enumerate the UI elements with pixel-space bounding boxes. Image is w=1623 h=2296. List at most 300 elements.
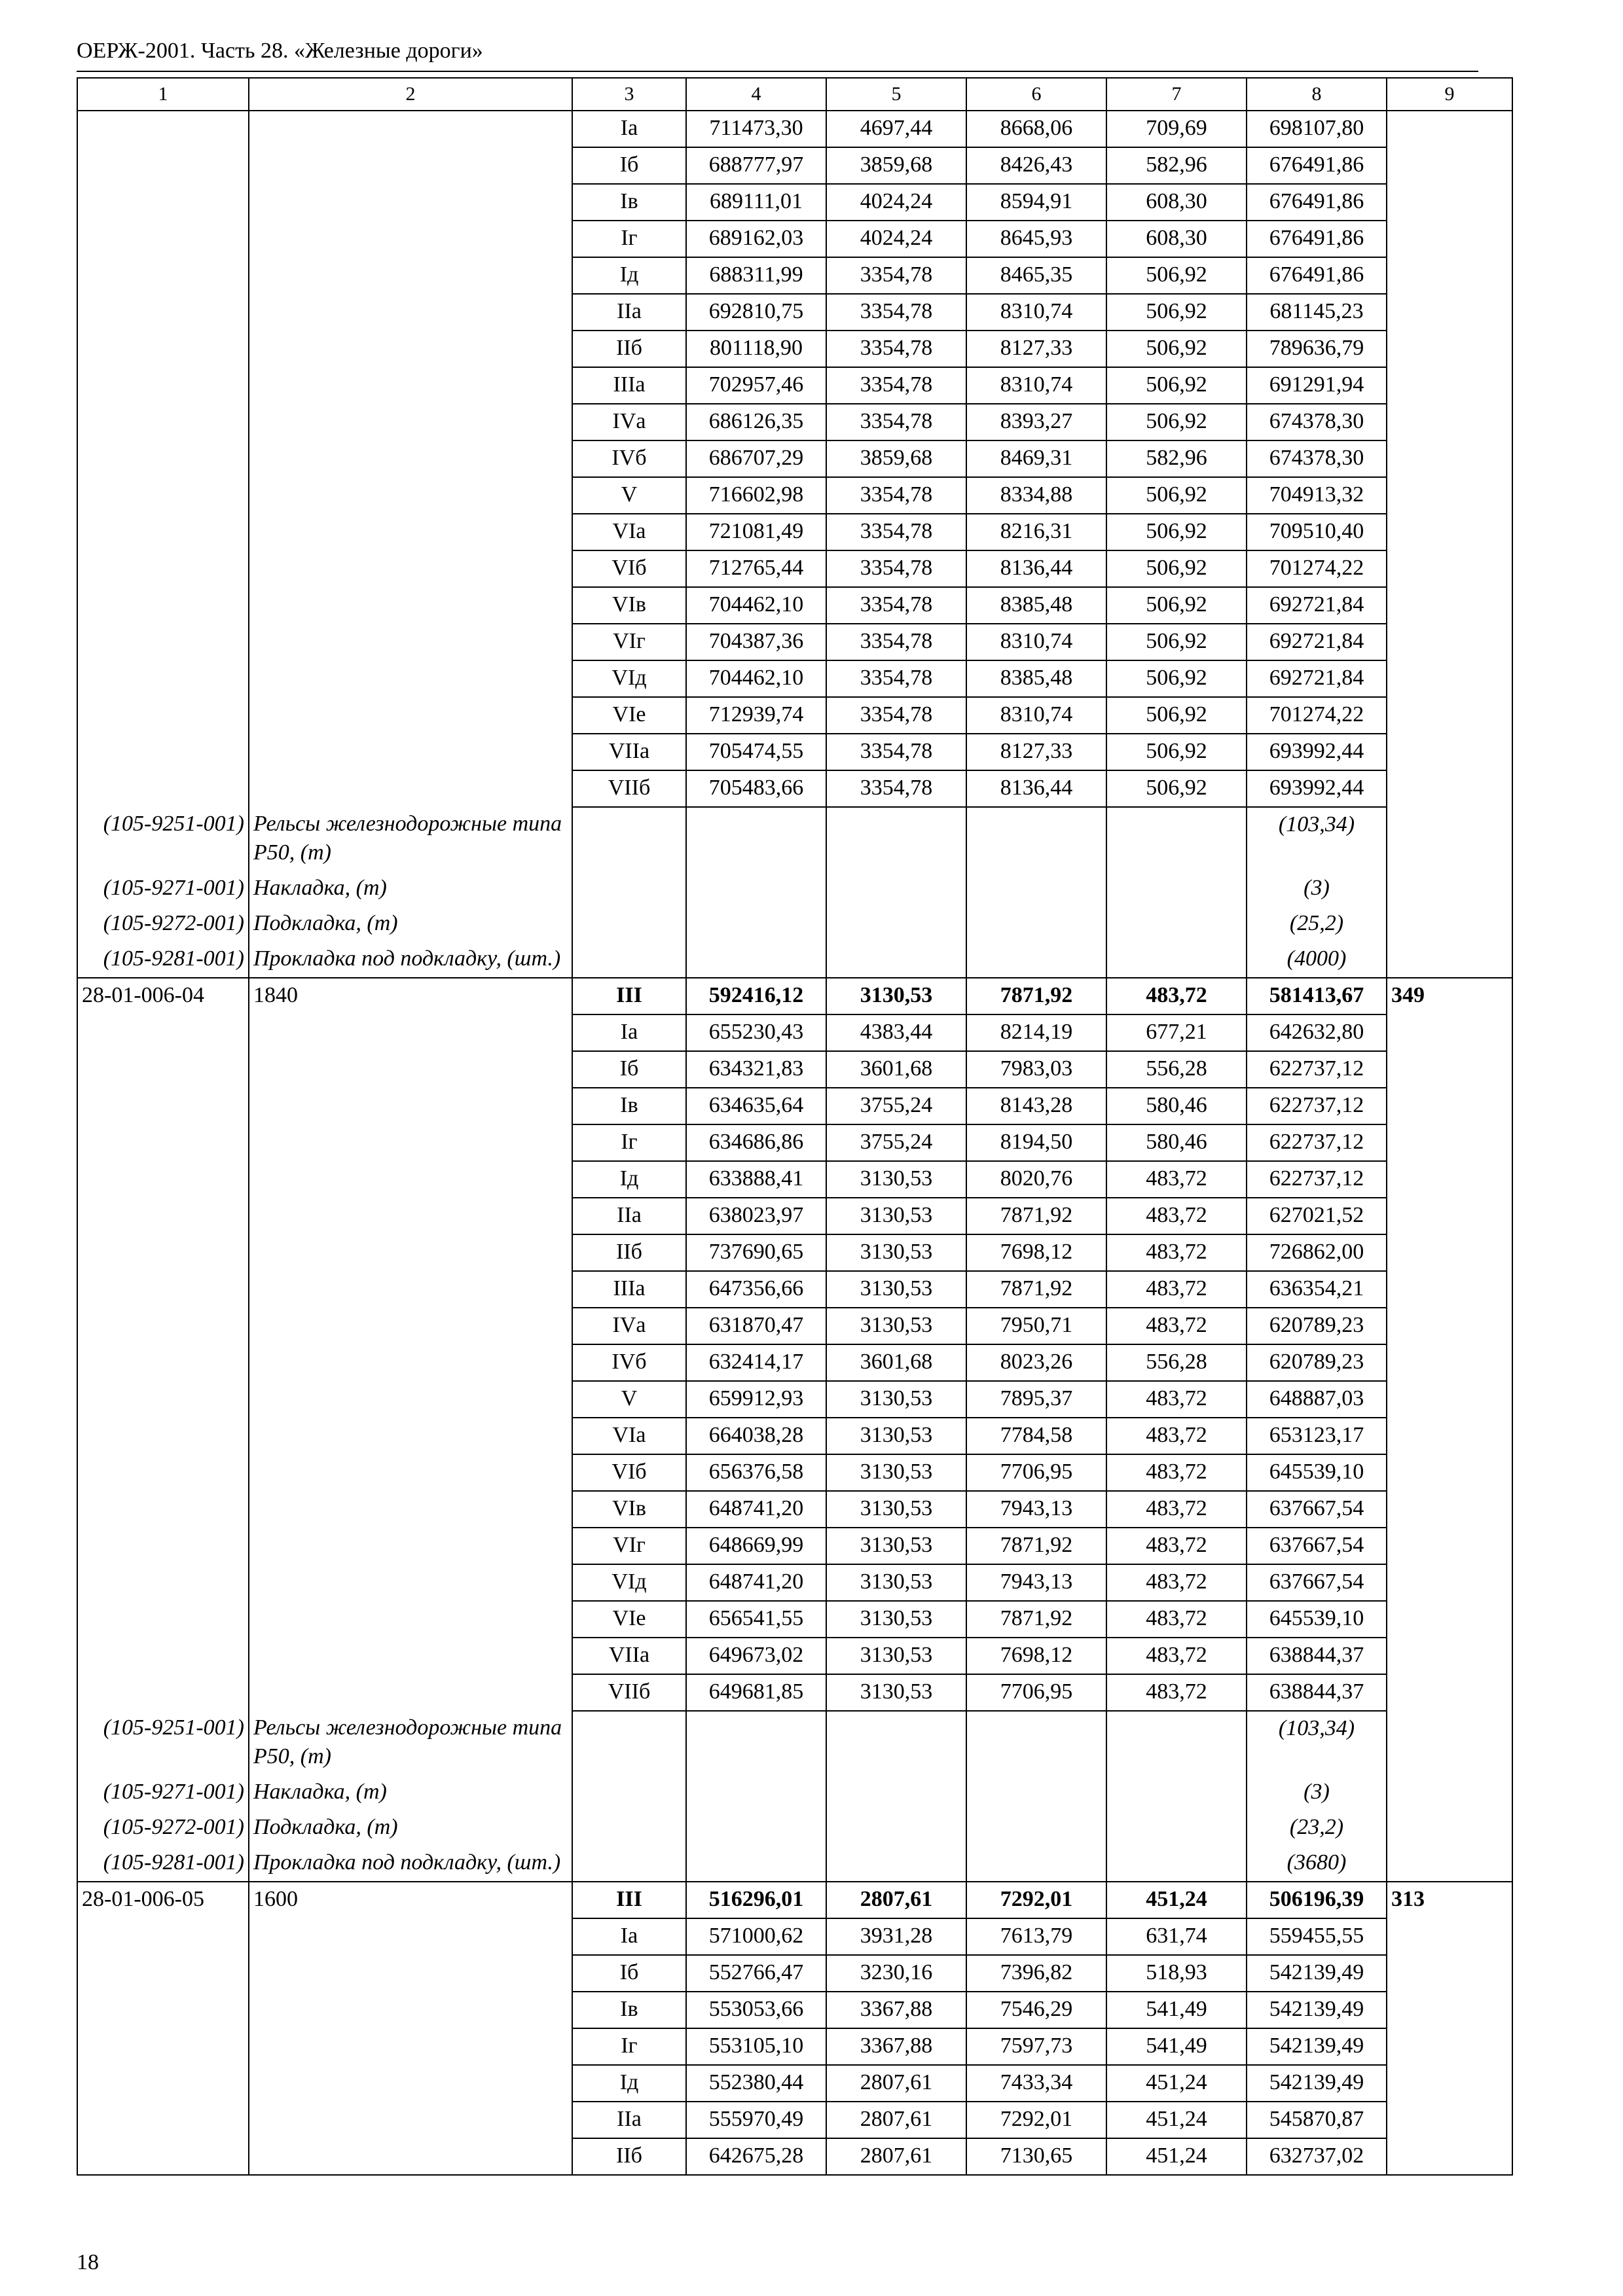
- value-cell: 677,21: [1106, 1014, 1247, 1051]
- empty-cell: [686, 1846, 826, 1882]
- empty-cell: [77, 1674, 249, 1711]
- value-cell: 692810,75: [686, 294, 826, 331]
- rate-name-cell: 1840: [249, 978, 572, 1014]
- value-cell: 3130,53: [826, 1601, 966, 1638]
- value-cell: 7871,92: [966, 1601, 1106, 1638]
- empty-cell: [249, 660, 572, 697]
- empty-cell: [77, 624, 249, 660]
- empty-cell: [572, 1846, 686, 1882]
- value-cell: 645539,10: [1247, 1601, 1387, 1638]
- value-cell: 645539,10: [1247, 1454, 1387, 1491]
- empty-cell: [249, 1601, 572, 1638]
- table-row: [77, 440, 1512, 477]
- value-cell: 8426,43: [966, 147, 1106, 184]
- empty-cell: [77, 514, 249, 550]
- value-cell: 506,92: [1106, 770, 1247, 807]
- zone-cell: Iб: [572, 1051, 686, 1088]
- table-row: [77, 770, 1512, 807]
- material-code: (105-9271-001): [77, 1775, 249, 1810]
- table-row: [77, 2138, 1512, 2175]
- material-row: [77, 1810, 1512, 1846]
- empty-cell: [1106, 807, 1247, 871]
- value-cell: 592416,12: [686, 978, 826, 1014]
- empty-cell: [249, 111, 572, 147]
- value-cell: 483,72: [1106, 1271, 1247, 1308]
- empty-cell: [1387, 1088, 1512, 1124]
- table-row-main: [77, 978, 1512, 1014]
- zone-cell: IIа: [572, 294, 686, 331]
- value-cell: 2807,61: [826, 2138, 966, 2175]
- value-cell: 483,72: [1106, 1454, 1247, 1491]
- value-cell: 3354,78: [826, 331, 966, 367]
- empty-cell: [1387, 1124, 1512, 1161]
- value-cell: 712765,44: [686, 550, 826, 587]
- empty-cell: [1387, 1454, 1512, 1491]
- empty-cell: [966, 1846, 1106, 1882]
- value-cell: 3367,88: [826, 1992, 966, 2028]
- value-cell: 637667,54: [1247, 1491, 1387, 1528]
- value-cell: 506,92: [1106, 587, 1247, 624]
- value-cell: 7983,03: [966, 1051, 1106, 1088]
- empty-cell: [77, 734, 249, 770]
- empty-cell: [1387, 1491, 1512, 1528]
- empty-cell: [77, 1454, 249, 1491]
- zone-cell: IIб: [572, 1234, 686, 1271]
- value-cell: 8023,26: [966, 1344, 1106, 1381]
- material-code: (105-9281-001): [77, 942, 249, 978]
- empty-cell: [249, 1124, 572, 1161]
- value-cell: 3354,78: [826, 550, 966, 587]
- empty-cell: [249, 294, 572, 331]
- value-cell: 642632,80: [1247, 1014, 1387, 1051]
- value-cell: 721081,49: [686, 514, 826, 550]
- value-cell: 649681,85: [686, 1674, 826, 1711]
- extra-cell: 349: [1387, 978, 1512, 1014]
- value-cell: 483,72: [1106, 1161, 1247, 1198]
- zone-cell: Iб: [572, 1955, 686, 1992]
- zone-cell: Iв: [572, 184, 686, 221]
- empty-cell: [686, 1810, 826, 1846]
- value-cell: 483,72: [1106, 1564, 1247, 1601]
- value-cell: 636354,21: [1247, 1271, 1387, 1308]
- value-cell: 2807,61: [826, 2065, 966, 2102]
- empty-cell: [826, 1711, 966, 1775]
- empty-cell: [1387, 770, 1512, 807]
- zone-cell: Iг: [572, 1124, 686, 1161]
- value-cell: 648741,20: [686, 1491, 826, 1528]
- empty-cell: [1387, 2102, 1512, 2138]
- empty-cell: [1387, 2028, 1512, 2065]
- empty-cell: [1387, 624, 1512, 660]
- value-cell: 704913,32: [1247, 477, 1387, 514]
- zone-cell: IIб: [572, 331, 686, 367]
- empty-cell: [826, 906, 966, 942]
- empty-cell: [1387, 807, 1512, 871]
- value-cell: 8136,44: [966, 550, 1106, 587]
- value-cell: 8127,33: [966, 331, 1106, 367]
- value-cell: 3755,24: [826, 1088, 966, 1124]
- empty-cell: [249, 1564, 572, 1601]
- table-row: [77, 1271, 1512, 1308]
- value-cell: 659912,93: [686, 1381, 826, 1418]
- value-cell: 647356,66: [686, 1271, 826, 1308]
- table-row: [77, 1124, 1512, 1161]
- empty-cell: [249, 147, 572, 184]
- value-cell: 632737,02: [1247, 2138, 1387, 2175]
- empty-cell: [249, 1088, 572, 1124]
- value-cell: 8645,93: [966, 221, 1106, 257]
- empty-cell: [1387, 1638, 1512, 1674]
- value-cell: 506,92: [1106, 367, 1247, 404]
- zone-cell: Iд: [572, 2065, 686, 2102]
- value-cell: 555970,49: [686, 2102, 826, 2138]
- value-cell: 8393,27: [966, 404, 1106, 440]
- value-cell: 3130,53: [826, 1454, 966, 1491]
- value-cell: 653123,17: [1247, 1418, 1387, 1454]
- value-cell: 451,24: [1106, 2065, 1247, 2102]
- empty-cell: [249, 1638, 572, 1674]
- empty-cell: [249, 550, 572, 587]
- material-name: Накладка, (т): [249, 1775, 572, 1810]
- empty-cell: [77, 1381, 249, 1418]
- value-cell: 8143,28: [966, 1088, 1106, 1124]
- empty-cell: [1387, 1564, 1512, 1601]
- empty-cell: [1387, 660, 1512, 697]
- zone-cell: VIIа: [572, 1638, 686, 1674]
- empty-cell: [1387, 1955, 1512, 1992]
- zone-cell: IVб: [572, 440, 686, 477]
- value-cell: 7433,34: [966, 2065, 1106, 2102]
- value-cell: 648669,99: [686, 1528, 826, 1564]
- value-cell: 582,96: [1106, 147, 1247, 184]
- value-cell: 3859,68: [826, 147, 966, 184]
- value-cell: 580,46: [1106, 1124, 1247, 1161]
- value-cell: 506,92: [1106, 404, 1247, 440]
- table-row: [77, 1308, 1512, 1344]
- value-cell: 4697,44: [826, 111, 966, 147]
- value-cell: 8385,48: [966, 660, 1106, 697]
- empty-cell: [249, 2102, 572, 2138]
- empty-cell: [249, 1528, 572, 1564]
- empty-cell: [1387, 1198, 1512, 1234]
- value-cell: 631,74: [1106, 1918, 1247, 1955]
- value-cell: 648887,03: [1247, 1381, 1387, 1418]
- value-cell: 3354,78: [826, 734, 966, 770]
- value-cell: 7130,65: [966, 2138, 1106, 2175]
- empty-cell: [1387, 1992, 1512, 2028]
- empty-cell: [1387, 111, 1512, 147]
- material-row: [77, 1846, 1512, 1882]
- value-cell: 693992,44: [1247, 770, 1387, 807]
- value-cell: 701274,22: [1247, 550, 1387, 587]
- value-cell: 620789,23: [1247, 1308, 1387, 1344]
- value-cell: 3367,88: [826, 2028, 966, 2065]
- value-cell: 8668,06: [966, 111, 1106, 147]
- value-cell: 3130,53: [826, 1198, 966, 1234]
- value-cell: 451,24: [1106, 2138, 1247, 2175]
- empty-cell: [77, 2028, 249, 2065]
- zone-cell: VIд: [572, 660, 686, 697]
- zone-cell: VIа: [572, 514, 686, 550]
- value-cell: 709510,40: [1247, 514, 1387, 550]
- empty-cell: [826, 1775, 966, 1810]
- empty-cell: [77, 697, 249, 734]
- value-cell: 655230,43: [686, 1014, 826, 1051]
- material-row: [77, 807, 1512, 871]
- empty-cell: [249, 1234, 572, 1271]
- value-cell: 638844,37: [1247, 1638, 1387, 1674]
- empty-cell: [77, 1564, 249, 1601]
- empty-cell: [966, 942, 1106, 978]
- empty-cell: [1387, 1810, 1512, 1846]
- value-cell: 637667,54: [1247, 1528, 1387, 1564]
- material-code: (105-9251-001): [77, 1711, 249, 1775]
- value-cell: 571000,62: [686, 1918, 826, 1955]
- zone-cell: IIIа: [572, 1271, 686, 1308]
- value-cell: 483,72: [1106, 1381, 1247, 1418]
- empty-cell: [249, 1955, 572, 1992]
- zone-cell: VIIб: [572, 1674, 686, 1711]
- empty-cell: [1387, 367, 1512, 404]
- value-cell: 542139,49: [1247, 1955, 1387, 1992]
- empty-cell: [1387, 550, 1512, 587]
- value-cell: 3130,53: [826, 1308, 966, 1344]
- value-cell: 8214,19: [966, 1014, 1106, 1051]
- value-cell: 8136,44: [966, 770, 1106, 807]
- empty-cell: [572, 807, 686, 871]
- table-row: [77, 1955, 1512, 1992]
- empty-cell: [1106, 1775, 1247, 1810]
- value-cell: 689111,01: [686, 184, 826, 221]
- value-cell: 627021,52: [1247, 1198, 1387, 1234]
- zone-cell: Iа: [572, 1014, 686, 1051]
- zone-cell: Iа: [572, 111, 686, 147]
- table-row: [77, 477, 1512, 514]
- value-cell: 789636,79: [1247, 331, 1387, 367]
- value-cell: 620789,23: [1247, 1344, 1387, 1381]
- value-cell: 692721,84: [1247, 624, 1387, 660]
- value-cell: 686707,29: [686, 440, 826, 477]
- empty-cell: [1387, 1161, 1512, 1198]
- rate-code-cell: 28-01-006-05: [77, 1882, 249, 1918]
- value-cell: 506,92: [1106, 514, 1247, 550]
- empty-cell: [1387, 1051, 1512, 1088]
- empty-cell: [77, 477, 249, 514]
- value-cell: 7871,92: [966, 1528, 1106, 1564]
- empty-cell: [1387, 587, 1512, 624]
- material-code: (105-9272-001): [77, 1810, 249, 1846]
- zone-cell: VIв: [572, 1491, 686, 1528]
- zone-cell: IIб: [572, 2138, 686, 2175]
- zone-cell: IIIа: [572, 367, 686, 404]
- empty-cell: [249, 1198, 572, 1234]
- value-cell: 506196,39: [1247, 1882, 1387, 1918]
- rates-table: [77, 77, 1513, 2176]
- value-cell: 686126,35: [686, 404, 826, 440]
- material-name: Прокладка под подкладку, (шт.): [249, 1846, 572, 1882]
- value-cell: 8385,48: [966, 587, 1106, 624]
- value-cell: 801118,90: [686, 331, 826, 367]
- value-cell: 634635,64: [686, 1088, 826, 1124]
- value-cell: 506,92: [1106, 697, 1247, 734]
- zone-cell: Iд: [572, 1161, 686, 1198]
- value-cell: 688311,99: [686, 257, 826, 294]
- empty-cell: [249, 367, 572, 404]
- empty-cell: [249, 1051, 572, 1088]
- empty-cell: [826, 871, 966, 906]
- zone-cell: Iб: [572, 147, 686, 184]
- value-cell: 4383,44: [826, 1014, 966, 1051]
- table-row: [77, 1234, 1512, 1271]
- value-cell: 3130,53: [826, 1271, 966, 1308]
- empty-cell: [1387, 1918, 1512, 1955]
- empty-cell: [77, 184, 249, 221]
- value-cell: 8334,88: [966, 477, 1106, 514]
- table-row-main: [77, 1882, 1512, 1918]
- value-cell: 483,72: [1106, 1308, 1247, 1344]
- rate-code-cell: 28-01-006-04: [77, 978, 249, 1014]
- zone-cell: VIе: [572, 697, 686, 734]
- empty-cell: [77, 1344, 249, 1381]
- value-cell: 7706,95: [966, 1674, 1106, 1711]
- empty-cell: [1387, 1308, 1512, 1344]
- value-cell: 3601,68: [826, 1051, 966, 1088]
- empty-cell: [77, 1051, 249, 1088]
- empty-cell: [77, 1418, 249, 1454]
- empty-cell: [77, 660, 249, 697]
- empty-cell: [686, 1775, 826, 1810]
- empty-cell: [249, 331, 572, 367]
- empty-cell: [1387, 2138, 1512, 2175]
- empty-cell: [966, 906, 1106, 942]
- table-row: [77, 734, 1512, 770]
- empty-cell: [77, 1992, 249, 2028]
- empty-cell: [249, 257, 572, 294]
- table-row: [77, 2065, 1512, 2102]
- value-cell: 483,72: [1106, 1528, 1247, 1564]
- table-row: [77, 660, 1512, 697]
- table-row: [77, 1601, 1512, 1638]
- value-cell: 451,24: [1106, 1882, 1247, 1918]
- empty-cell: [249, 1308, 572, 1344]
- column-number: 9: [1387, 78, 1512, 111]
- empty-cell: [249, 1454, 572, 1491]
- material-qty: (103,34): [1247, 807, 1387, 871]
- value-cell: 7546,29: [966, 1992, 1106, 2028]
- empty-cell: [249, 1491, 572, 1528]
- empty-cell: [1387, 147, 1512, 184]
- empty-cell: [826, 1810, 966, 1846]
- material-qty: (23,2): [1247, 1810, 1387, 1846]
- zone-cell: IVа: [572, 404, 686, 440]
- value-cell: 7871,92: [966, 1271, 1106, 1308]
- value-cell: 642675,28: [686, 2138, 826, 2175]
- empty-cell: [1106, 871, 1247, 906]
- value-cell: 701274,22: [1247, 697, 1387, 734]
- value-cell: 3130,53: [826, 1638, 966, 1674]
- zone-cell: VIа: [572, 1418, 686, 1454]
- table-row: [77, 1918, 1512, 1955]
- material-qty: (4000): [1247, 942, 1387, 978]
- value-cell: 674378,30: [1247, 440, 1387, 477]
- value-cell: 622737,12: [1247, 1088, 1387, 1124]
- value-cell: 638023,97: [686, 1198, 826, 1234]
- value-cell: 542139,49: [1247, 2028, 1387, 2065]
- zone-cell: III: [572, 1882, 686, 1918]
- empty-cell: [966, 871, 1106, 906]
- value-cell: 3931,28: [826, 1918, 966, 1955]
- empty-cell: [966, 1810, 1106, 1846]
- material-row: [77, 906, 1512, 942]
- table-row: [77, 1014, 1512, 1051]
- column-number: 4: [686, 78, 826, 111]
- table-row: [77, 257, 1512, 294]
- empty-cell: [686, 871, 826, 906]
- table-row: [77, 367, 1512, 404]
- table-row: [77, 1491, 1512, 1528]
- value-cell: 3354,78: [826, 624, 966, 660]
- empty-cell: [572, 1810, 686, 1846]
- value-cell: 3354,78: [826, 294, 966, 331]
- empty-cell: [686, 906, 826, 942]
- table-row: [77, 2102, 1512, 2138]
- empty-cell: [77, 1124, 249, 1161]
- empty-cell: [249, 1014, 572, 1051]
- material-code: (105-9272-001): [77, 906, 249, 942]
- value-cell: 691291,94: [1247, 367, 1387, 404]
- value-cell: 631870,47: [686, 1308, 826, 1344]
- empty-cell: [826, 1846, 966, 1882]
- zone-cell: VIг: [572, 1528, 686, 1564]
- empty-cell: [572, 871, 686, 906]
- empty-cell: [77, 404, 249, 440]
- zone-cell: IVа: [572, 1308, 686, 1344]
- value-cell: 7871,92: [966, 978, 1106, 1014]
- value-cell: 541,49: [1106, 2028, 1247, 2065]
- empty-cell: [77, 331, 249, 367]
- value-cell: 8310,74: [966, 367, 1106, 404]
- value-cell: 676491,86: [1247, 257, 1387, 294]
- column-number: 5: [826, 78, 966, 111]
- zone-cell: Iд: [572, 257, 686, 294]
- value-cell: 552766,47: [686, 1955, 826, 1992]
- table-row: [77, 1454, 1512, 1491]
- value-cell: 553105,10: [686, 2028, 826, 2065]
- empty-cell: [77, 1234, 249, 1271]
- empty-cell: [1387, 184, 1512, 221]
- value-cell: 542139,49: [1247, 2065, 1387, 2102]
- value-cell: 582,96: [1106, 440, 1247, 477]
- value-cell: 8469,31: [966, 440, 1106, 477]
- value-cell: 705474,55: [686, 734, 826, 770]
- empty-cell: [77, 1014, 249, 1051]
- value-cell: 541,49: [1106, 1992, 1247, 2028]
- zone-cell: VIIа: [572, 734, 686, 770]
- empty-cell: [1387, 1344, 1512, 1381]
- empty-cell: [826, 942, 966, 978]
- empty-cell: [1106, 1846, 1247, 1882]
- empty-cell: [77, 587, 249, 624]
- material-qty: (25,2): [1247, 906, 1387, 942]
- value-cell: 3130,53: [826, 1528, 966, 1564]
- empty-cell: [249, 1992, 572, 2028]
- zone-cell: IIа: [572, 2102, 686, 2138]
- value-cell: 656541,55: [686, 1601, 826, 1638]
- value-cell: 3755,24: [826, 1124, 966, 1161]
- zone-cell: III: [572, 978, 686, 1014]
- value-cell: 634321,83: [686, 1051, 826, 1088]
- empty-cell: [1387, 697, 1512, 734]
